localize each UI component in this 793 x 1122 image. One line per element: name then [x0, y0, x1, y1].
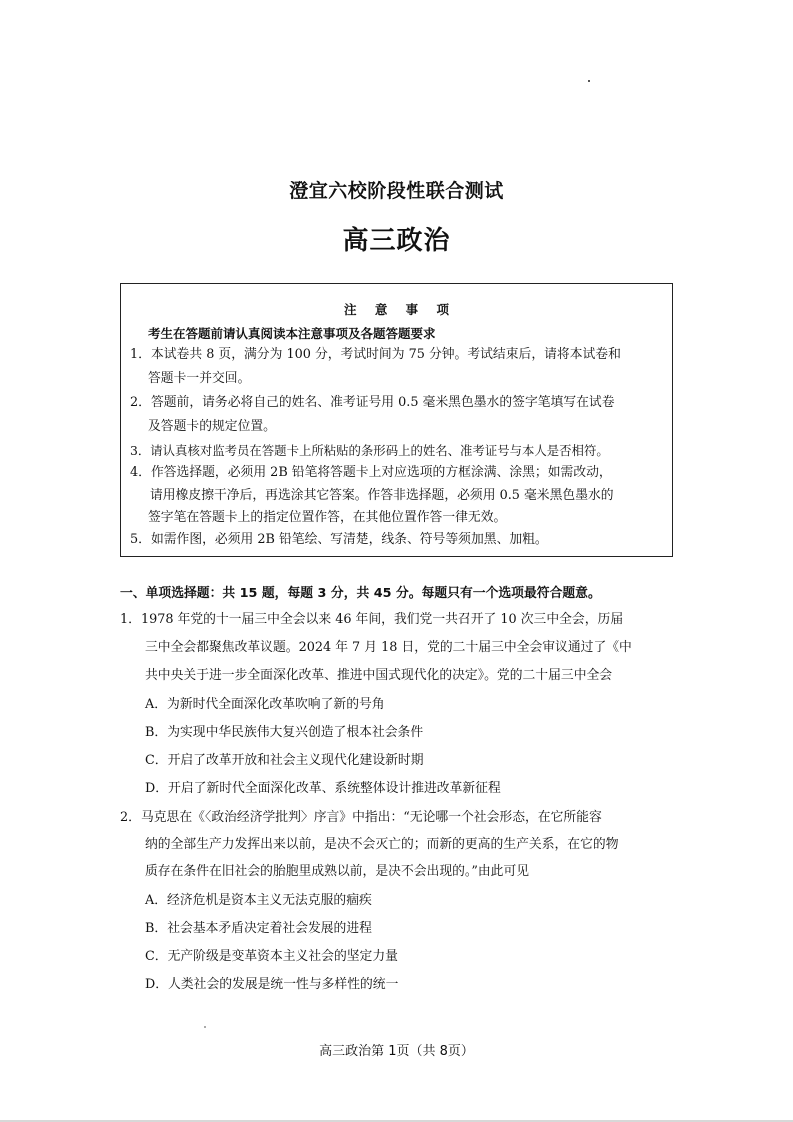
q2-option-d: D．人类社会的发展是统一性与多样性的统一	[145, 977, 399, 992]
notice-item-4-line-3: 签字笔在答题卡上的指定位置作答，在其他位置作答一律无效。	[148, 510, 507, 525]
notice-item-5-line-1: 5．如需作图，必须用 2B 铅笔绘、写清楚，线条、符号等须加黑、加粗。	[130, 532, 548, 547]
q1-stem-line-2: 三中全会都聚焦改革议题。2024 年 7 月 18 日，党的二十届三中全会审议通过了《中	[145, 640, 632, 655]
notice-item-4-line-2: 请用橡皮擦干净后，再选涂其它答案。作答非选择题，必须用 0.5 毫米黑色墨水的	[150, 488, 614, 503]
q2-option-b: B．社会基本矛盾决定着社会发展的进程	[145, 921, 372, 936]
scan-dot-bottom	[204, 1026, 206, 1028]
section-heading: 一、单项选择题：共 15 题，每题 3 分，共 45 分。每题只有一个选项最符合题意。	[120, 586, 601, 601]
notice-item-1-line-1: 1．本试卷共 8 页，满分为 100 分，考试时间为 75 分钟。考试结束后，请将本试卷和	[130, 347, 621, 362]
notice-item-1-line-2: 答题卡一并交回。	[148, 371, 251, 386]
q2-stem-line-2: 纳的全部生产力发挥出来以前，是决不会灭亡的；而新的更高的生产关系，在它的物	[145, 837, 619, 852]
page-footer: 高三政治第 1页（共 8页）	[319, 1044, 474, 1059]
q1-option-d: D．开启了新时代全面深化改革、系统整体设计推进改革新征程	[145, 781, 501, 796]
q2-option-c: C．无产阶级是变革资本主义社会的坚定力量	[145, 949, 398, 964]
notice-intro: 考生在答题前请认真阅读本注意事项及各题答题要求	[148, 326, 436, 341]
scan-dot	[588, 80, 590, 82]
q1-option-b: B．为实现中华民族伟大复兴创造了根本社会条件	[145, 725, 424, 740]
q2-stem-line-1: 2．马克思在《〈政治经济学批判〉序言》中指出：“无论哪一个社会形态，在它所能容	[120, 810, 602, 825]
q1-stem-line-1: 1．1978 年党的十一届三中全会以来 46 年间，我们党一共召开了 10 次三中全会，历届	[120, 612, 624, 627]
q1-stem-line-3: 共中央关于进一步全面深化改革、推进中国式现代化的决定》。党的二十届三中全会	[145, 668, 613, 683]
notice-item-3-line-1: 3．请认真核对监考员在答题卡上所粘贴的条形码上的姓名、准考证号与本人是否相符。	[130, 443, 609, 458]
notice-item-2-line-1: 2．答题前，请务必将自己的姓名、准考证号用 0.5 毫米黑色墨水的签字笔填写在试卷	[130, 395, 615, 410]
exam-title: 高三政治	[342, 226, 451, 256]
notice-heading: 注 意 事 项	[343, 302, 450, 317]
notice-item-2-line-2: 及答题卡的规定位置。	[148, 419, 276, 434]
q2-option-a: A．经济危机是资本主义无法克服的痼疾	[145, 893, 372, 908]
notice-item-4-line-1: 4．作答选择题，必须用 2B 铅笔将答题卡上对应选项的方框涂满、涂黑；如需改动，	[130, 465, 612, 480]
q1-option-a: A．为新时代全面深化改革吹响了新的号角	[145, 697, 385, 712]
q1-option-c: C．开启了改革开放和社会主义现代化建设新时期	[145, 753, 424, 768]
exam-subtitle: 澄宜六校阶段性联合测试	[289, 180, 504, 202]
q2-stem-line-3: 质存在条件在旧社会的胎胞里成熟以前，是决不会出现的。”由此可见	[145, 864, 530, 879]
